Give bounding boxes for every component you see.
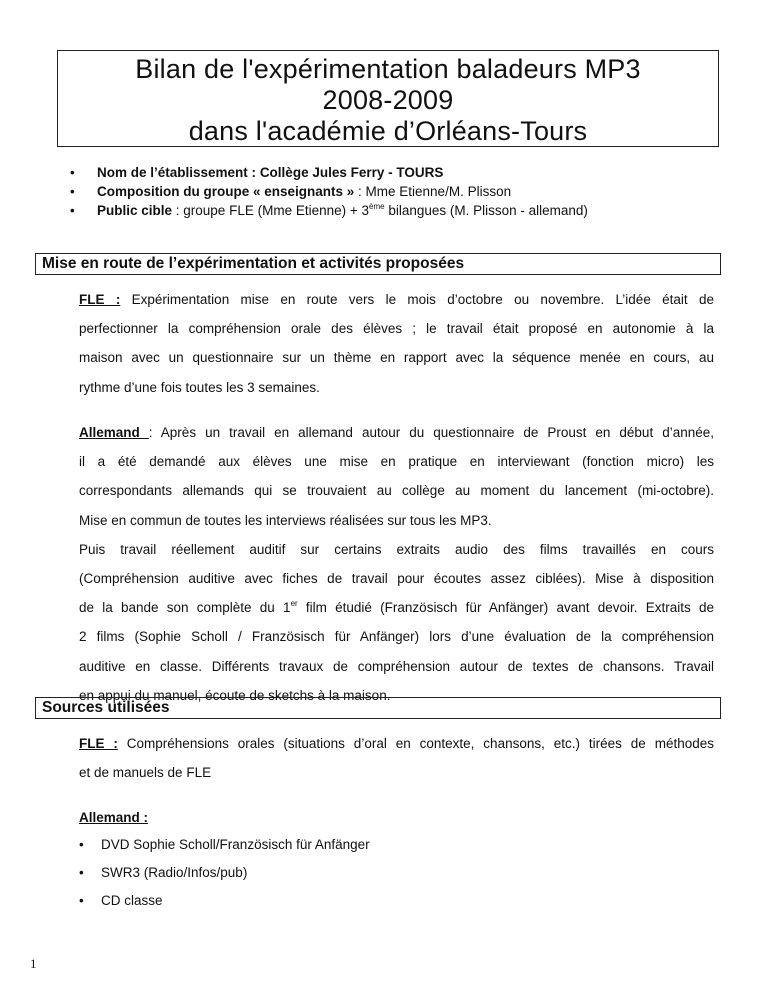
text-line: Expérimentation mise en route vers le mois d’octobre ou novembre. L’idée était de xyxy=(120,292,714,307)
title-line-2: 2008-2009 xyxy=(322,85,454,115)
text-line: : Après un travail en allemand autour du questionnaire de Proust en début d’année, xyxy=(148,425,715,440)
public-superscript: ème xyxy=(369,201,385,211)
teachers-value: : Mme Etienne/M. Plisson xyxy=(358,184,512,199)
bullet-icon: • xyxy=(79,837,84,852)
fle-sources-paragraph xyxy=(79,729,714,787)
establishment-label: Nom de l’établissement : xyxy=(97,165,257,180)
title-line-3: dans l'académie d’Orléans-Tours xyxy=(188,116,588,146)
text-line: Compréhensions orales (situations d’oral en contexte, chansons, etc.) tirées de méthodes xyxy=(117,736,714,751)
text-line: perfectionner la compréhension orale des élèves ; le travail était proposé en autonomie à la xyxy=(79,321,714,337)
text-line: rythme d’une fois toutes les 3 semaines. xyxy=(79,379,320,395)
allemand-activities-paragraph xyxy=(79,418,714,710)
public-value-end: bilangues (M. Plisson - allemand) xyxy=(384,203,588,218)
section-heading-activities: Mise en route de l’expérimentation et activités proposées xyxy=(35,253,721,275)
fle-label: FLE : xyxy=(79,736,118,751)
list-item-text: DVD Sophie Scholl/Französisch für Anfänger xyxy=(101,837,370,852)
text-line: (Compréhension auditive avec fiches de travail pour écoutes assez ciblées). Mise à disposition xyxy=(79,571,714,587)
fle-activities-paragraph xyxy=(79,285,714,402)
allemand-label: Allemand : xyxy=(79,810,149,825)
text-line: Mise en commun de toutes les interviews réalisées sur tous les MP3. xyxy=(79,512,492,528)
establishment-value: Collège Jules Ferry - TOURS xyxy=(259,165,444,180)
bullet-icon: • xyxy=(70,184,75,199)
text-line: 2 films (Sophie Scholl / Französisch für Anfänger) lors d’une évaluation de la compréhension xyxy=(79,629,714,645)
text-line: il a été demandé aux élèves une mise en pratique en interviewant (fonction micro) les xyxy=(79,454,714,470)
document-title-box xyxy=(57,50,719,147)
bullet-teachers xyxy=(70,182,588,201)
teachers-label: Composition du groupe « enseignants » xyxy=(97,184,359,199)
list-item-text: CD classe xyxy=(101,893,163,908)
allemand-label: Allemand xyxy=(79,425,149,440)
page-number: 1 xyxy=(30,956,37,971)
list-item-text: SWR3 (Radio/Infos/pub) xyxy=(101,865,248,880)
allemand-sources-list xyxy=(79,831,370,915)
list-item xyxy=(79,831,370,859)
bullet-icon: • xyxy=(70,203,75,218)
text-line: Puis travail réellement auditif sur certains extraits audio des films travaillés en cours xyxy=(79,541,714,557)
section-heading-sources: Sources utilisées xyxy=(35,697,721,719)
bullet-establishment xyxy=(70,163,588,182)
text-line: de la bande son complète du 1 xyxy=(79,600,291,616)
text-line: maison avec un questionnaire sur un thème en rapport avec la séquence menée en cours, au xyxy=(79,350,714,366)
text-line: auditive en classe. Différents travaux de compréhension autour de textes de chansons. Travail xyxy=(79,658,714,674)
fle-label: FLE : xyxy=(79,292,121,307)
bullet-icon: • xyxy=(70,165,75,180)
bullet-icon: • xyxy=(79,865,84,880)
allemand-sources-label-row xyxy=(79,803,714,832)
superscript-er: er xyxy=(290,598,298,608)
bullet-public xyxy=(70,201,588,220)
text-line: et de manuels de FLE xyxy=(79,765,212,781)
public-value-start: : groupe FLE (Mme Etienne) + 3 xyxy=(172,203,370,218)
title-line-1: Bilan de l'expérimentation baladeurs MP3 xyxy=(135,54,641,84)
text-line: correspondants allemands qui se trouvaient au collège au moment du lancement (mi-octobre). xyxy=(79,483,714,499)
bullet-icon: • xyxy=(79,893,84,908)
info-bullet-list xyxy=(70,163,588,220)
public-label: Public cible xyxy=(97,203,173,218)
text-line: film étudié (Französisch für Anfänger) avant devoir. Extraits de xyxy=(297,600,714,616)
text-line: en appui du manuel, écoute de sketchs à la maison. xyxy=(79,687,391,703)
list-item xyxy=(79,887,370,915)
list-item xyxy=(79,859,370,887)
